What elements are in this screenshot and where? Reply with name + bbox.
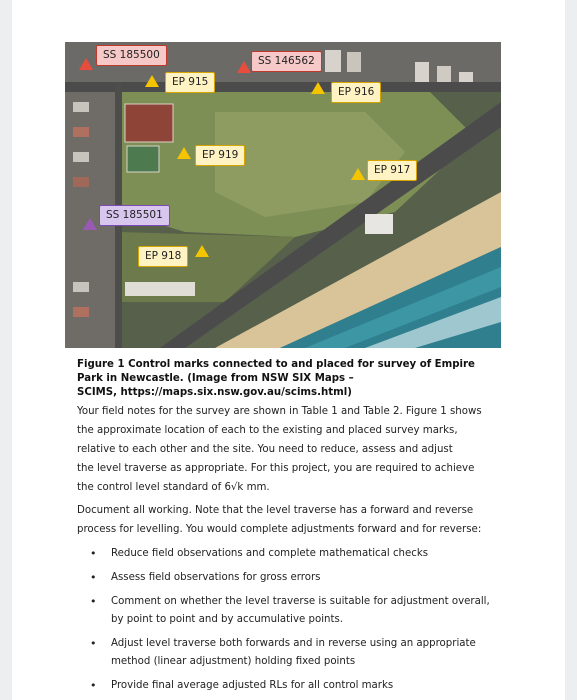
mark-ss185501-label: SS 185501 xyxy=(99,205,170,226)
survey-mark-triangle-icon xyxy=(237,61,251,73)
caption-line: Park in Newcastle. (Image from NSW SIX Maps – xyxy=(77,373,354,384)
paragraph-line: the control level standard of 6√k mm. xyxy=(77,482,270,493)
mark-ss185500-label: SS 185500 xyxy=(96,45,167,66)
paragraph-line: the approximate location of each to the existing and placed survey marks, xyxy=(77,425,458,436)
list-item xyxy=(90,593,505,629)
list-item-text: by point to point and by accumulative points. xyxy=(111,614,344,625)
figure-caption xyxy=(77,358,497,400)
paragraph-line: relative to each other and the site. You need to reduce, assess and adjust xyxy=(77,444,453,455)
paragraph-line: Your field notes for the survey are shown in Table 1 and Table 2. Figure 1 shows xyxy=(77,406,482,417)
list-item xyxy=(90,677,505,695)
mark-ss146562-label: SS 146562 xyxy=(251,51,322,72)
mark-ep918-label: EP 918 xyxy=(138,246,188,267)
mark-ep917-label: EP 917 xyxy=(367,160,417,181)
list-item-text: • Assess field observations for gross errors xyxy=(111,572,321,583)
working-paragraph xyxy=(77,501,502,539)
list-item-text: method (linear adjustment) holding fixed points xyxy=(111,656,356,667)
mark-ep916-label: EP 916 xyxy=(331,82,381,103)
list-item-text: • Provide final average adjusted RLs for all control marks xyxy=(111,680,394,691)
survey-mark-triangle-icon xyxy=(83,218,97,230)
list-item-text: • Adjust level traverse both forwards and in reverse using an appropriate xyxy=(111,638,476,649)
aerial-map-image xyxy=(65,42,501,348)
mark-ep915-label: EP 915 xyxy=(165,72,215,93)
survey-mark-triangle-icon xyxy=(79,58,93,70)
paragraph-line: Document all working. Note that the level traverse has a forward and reverse xyxy=(77,505,474,516)
list-item xyxy=(90,635,505,671)
survey-mark-triangle-icon xyxy=(351,168,365,180)
aerial-photo xyxy=(65,42,501,348)
caption-line: Figure 1 Control marks connected to and placed for survey of Empire xyxy=(77,359,475,370)
list-item xyxy=(90,545,505,563)
survey-mark-triangle-icon xyxy=(145,75,159,87)
paragraph-line: the level traverse as appropriate. For this project, you are required to achieve xyxy=(77,463,475,474)
list-item-text: • Comment on whether the level traverse is suitable for adjustment overall, xyxy=(111,596,490,607)
survey-mark-triangle-icon xyxy=(177,147,191,159)
field-notes-paragraph xyxy=(77,402,502,497)
task-bullet-list xyxy=(90,545,505,695)
survey-mark-triangle-icon xyxy=(195,245,209,257)
survey-mark-triangle-icon xyxy=(311,82,325,94)
mark-ep919-label: EP 919 xyxy=(195,145,245,166)
paragraph-line: process for levelling. You would complete adjustments forward and for reverse: xyxy=(77,524,482,535)
list-item xyxy=(90,569,505,587)
list-item-text: • Reduce field observations and complete mathematical checks xyxy=(111,548,429,559)
caption-line: SCIMS, https://maps.six.nsw.gov.au/scims.html) xyxy=(77,387,352,398)
